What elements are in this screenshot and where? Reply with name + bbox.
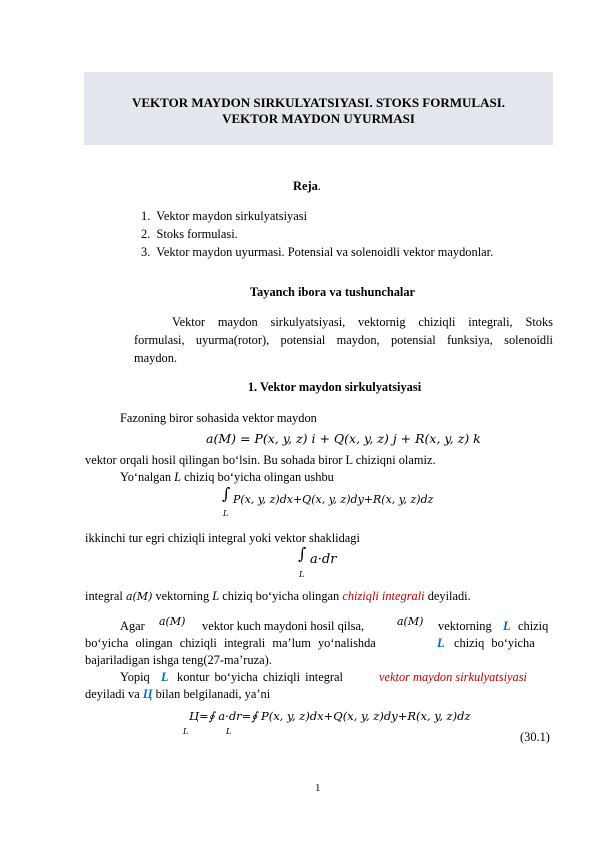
- section1-title: 1. Vektor maydon sirkulyatsiyasi: [247, 380, 422, 394]
- header-title-line2: VEKTOR MAYDON UYURMASI: [222, 111, 415, 126]
- paragraph-9-red: vektor maydon sirkulyatsiyasi: [379, 670, 527, 684]
- keywords-line3: maydon.: [134, 351, 178, 365]
- formula-circulation-sub2: L: [226, 727, 232, 736]
- paragraph-5: integral a(M) vektorning L chiziq bo‘yicha olingan chiziqli integrali deyiladi.: [85, 589, 471, 603]
- formula-vector-field: a(M) = P(x, y, z) i + Q(x, y, z) j + R(x, y, z) k: [206, 431, 481, 446]
- paragraph-10: deyiladi va Ц bilan belgilanadi, ya’ni: [85, 687, 271, 701]
- header-title-line1: VEKTOR MAYDON SIRKULYATSIYASI. STOKS FORMULASI.: [131, 95, 506, 110]
- paragraph-6-mid: vektor kuch maydoni hosil qilsa,: [202, 619, 365, 633]
- formula-circulation-sub1: L: [183, 727, 189, 736]
- paragraph-6-aM: a(M): [159, 615, 186, 628]
- keywords-line2: formulasi, uyurma(rotor), potensial maydon, potensial funksiya, solenoidli: [134, 333, 553, 347]
- keywords-line1: Vektor maydon sirkulyatsiyasi, vektornig chiziqli integrali, Stoks: [172, 315, 553, 329]
- paragraph-9-b: kontur bo‘yicha chiziqli integral: [177, 670, 343, 684]
- paragraph-7-a: bo‘yicha olingan chiziqli integrali ma’lum yo‘nalishda: [85, 636, 376, 650]
- paragraph-1: Fazoning biror sohasida vektor maydon: [120, 411, 317, 425]
- paragraph-8: bajariladigan ishga teng(27-ma’ruza).: [85, 653, 272, 667]
- plan-item-1: 1. Vektor maydon sirkulyatsiyasi: [141, 209, 308, 223]
- paragraph-6-mid2: vektorning: [438, 619, 492, 633]
- formula-circulation: Ц=∮ a·dr=∮ P(x, y, z)dx+Q(x, y, z)dy+R(x, y, z)dz: [189, 709, 471, 723]
- paragraph-3: Yo‘nalgan L chiziq bo‘yicha olingan ushbu: [120, 470, 334, 484]
- formula-vector-integral: a·dr: [310, 552, 337, 567]
- plan-title: Reja.: [293, 179, 321, 193]
- formula-vector-integral-sub: L: [299, 570, 305, 579]
- paragraph-7-L: L: [437, 636, 445, 650]
- paragraph-7-b: chiziq bo‘yicha: [454, 636, 535, 650]
- paragraph-6-aM2: a(M): [397, 615, 424, 628]
- paragraph-6-end: chiziq: [518, 619, 549, 633]
- page-number: 1: [315, 782, 321, 794]
- paragraph-6-agar: Agar: [120, 619, 145, 633]
- formula-line-integral: P(x, y, z)dx+Q(x, y, z)dy+R(x, y, z)dz: [233, 493, 434, 506]
- paragraph-9-L: L: [161, 670, 169, 684]
- integral-sign-1: ∫: [222, 484, 231, 503]
- integral-sign-2: ∫: [298, 544, 307, 563]
- keywords-title: Tayanch ibora va tushunchalar: [249, 285, 416, 299]
- formula-line-integral-sub: L: [223, 509, 229, 518]
- paragraph-6-L: L: [503, 619, 511, 633]
- paragraph-2: vektor orqali hosil qilingan bo‘lsin. Bu sohada biror L chiziqni olamiz.: [85, 453, 436, 467]
- plan-item-2: 2. Stoks formulasi.: [141, 227, 238, 241]
- paragraph-4: ikkinchi tur egri chiziqli integral yoki vektor shaklidagi: [85, 531, 360, 545]
- paragraph-9-a: Yopiq: [120, 670, 150, 684]
- plan-item-3: 3. Vektor maydon uyurmasi. Potensial va solenoidli vektor maydonlar.: [141, 245, 494, 259]
- equation-number: (30.1): [520, 730, 550, 744]
